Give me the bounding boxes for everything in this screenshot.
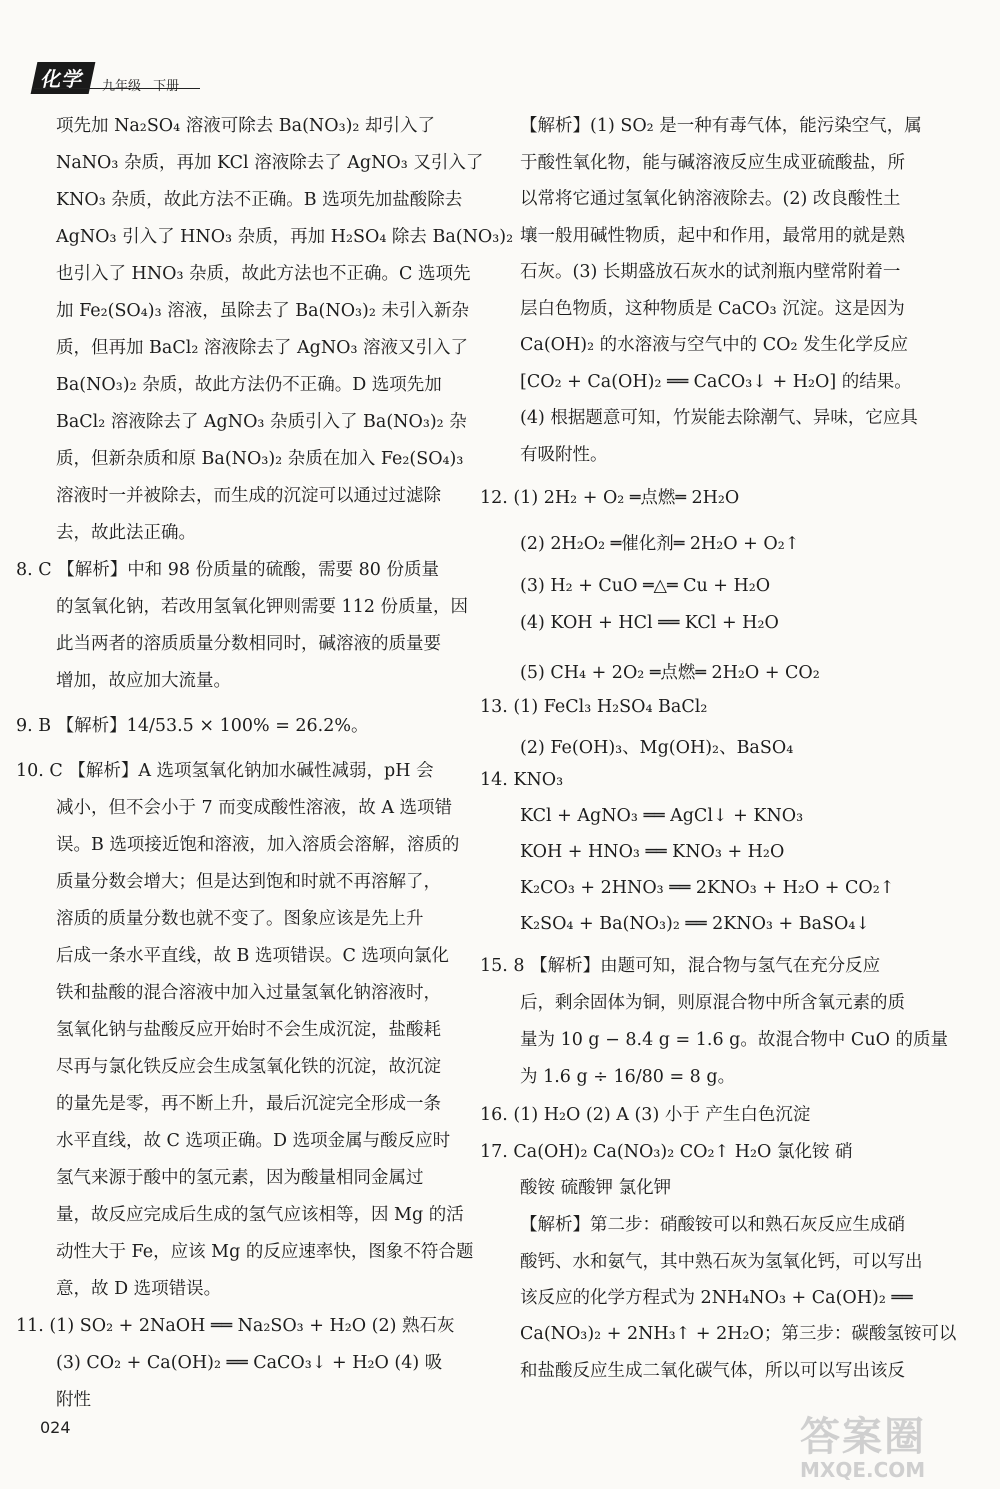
text-line: Ca(OH)₂ 的水溶液与空气中的 CO₂ 发生化学反应 [520,335,909,355]
text-line: 去，故此法正确。 [56,523,196,543]
text-line: 附性 [56,1390,91,1410]
text-line: 有吸附性。 [520,444,608,465]
text-line: 增加，故应加大流量。 [56,671,231,691]
text-line: 氢气来源于酸中的氢元素，因为酸量相同金属过 [56,1168,424,1188]
text-line: 的量先是零，再不断上升，最后沉淀完全形成一条 [56,1094,441,1114]
text-line: (4) KOH + HCl ══ KCl + H₂O [520,613,779,633]
text-line: AgNO₃ 引入了 HNO₃ 杂质，再加 H₂SO₄ 除去 Ba(NO₃)₂ [56,227,514,247]
text-line: 动性大于 Fe，应该 Mg 的反应速率快，图象不符合题 [56,1242,474,1262]
text-line: 的氢氧化钠，若改用氢氧化钾则需要 112 份质量，因 [56,597,469,617]
watermark-text: 答案圈 [800,1414,926,1460]
grade-label: 九年级 下册 [102,79,180,94]
text-line: 酸钙、水和氨气，其中熟石灰为氢氧化钙，可以写出 [520,1252,923,1272]
text-line: 氢氧化钠与盐酸反应开始时不会生成沉淀，盐酸耗 [56,1020,441,1040]
text-line: 9. B 【解析】14/53.5 × 100% = 26.2%。 [16,716,369,736]
text-line: 17. Ca(OH)₂ Ca(NO₃)₂ CO₂↑ H₂O 氯化铵 硝 [480,1142,853,1162]
text-line: 量为 10 g − 8.4 g = 1.6 g。故混合物中 CuO 的质量 [520,1030,948,1050]
text-line: 溶质的质量分数也就不变了。图象应该是先上升 [56,909,424,929]
text-line: (3) H₂ + CuO ═△═ Cu + H₂O [520,576,771,596]
text-line: 层白色物质，这种物质是 CaCO₃ 沉淀。这是因为 [520,298,905,319]
text-line: Ba(NO₃)₂ 杂质，故此方法仍不正确。D 选项先加 [56,375,442,395]
text-line: 加 Fe₂(SO₄)₃ 溶液，虽除去了 Ba(NO₃)₂ 未引入新杂 [56,301,469,321]
text-line: 于酸性氧化物，能与碱溶液反应生成亚硫酸盐，所 [520,152,905,173]
subject-logo: 化学 [31,62,96,94]
text-line: 后，剩余固体为铜，则原混合物中所含氧元素的质 [520,993,905,1013]
text-line: 12. (1) 2H₂ + O₂ ═点燃═ 2H₂O [480,488,740,508]
text-line: 10. C 【解析】A 选项氢氧化钠加水碱性减弱，pH 会 [16,761,434,781]
text-line: 也引入了 HNO₃ 杂质，故此方法也不正确。C 选项先 [56,264,471,284]
page-number: 024 [40,1418,71,1437]
text-line: 质，但再加 BaCl₂ 溶液除去了 AgNO₃ 溶液又引入了 [56,338,469,358]
text-line: 酸铵 硫酸钾 氯化钾 [520,1178,672,1198]
text-line: 【解析】第二步：硝酸铵可以和熟石灰反应生成硝 [520,1215,905,1235]
text-line: [CO₂ + Ca(OH)₂ ══ CaCO₃↓ + H₂O] 的结果。 [520,371,912,392]
watermark-url: MXQE.COM [800,1458,926,1482]
text-line: 溶液时一并被除去，而生成的沉淀可以通过过滤除 [56,486,441,506]
text-line: 意，故 D 选项错误。 [56,1279,222,1299]
text-line: 量，故反应完成后生成的氢气应该相等，因 Mg 的活 [56,1205,464,1225]
text-line: 14. KNO₃ [480,770,564,790]
text-line: (2) Fe(OH)₃、Mg(OH)₂、BaSO₄ [520,738,794,758]
text-line: 误。B 选项接近饱和溶液，加入溶质会溶解，溶质的 [56,835,460,855]
page-header [34,62,179,94]
text-line: (5) CH₄ + 2O₂ ═点燃═ 2H₂O + CO₂ [520,663,820,683]
text-line: 壤一般用碱性物质，起中和作用，最常用的就是熟 [520,225,905,246]
text-line: 15. 8 【解析】由题可知，混合物与氢气在充分反应 [480,956,881,976]
text-line: 减小，但不会小于 7 而变成酸性溶液，故 A 选项错 [56,798,453,818]
text-line: KNO₃ 杂质，故此方法不正确。B 选项先加盐酸除去 [56,190,463,210]
text-line: K₂CO₃ + 2HNO₃ ══ 2KNO₃ + H₂O + CO₂↑ [520,878,895,898]
text-line: 石灰。(3) 长期盛放石灰水的试剂瓶内壁常附着一 [520,262,901,282]
text-line: (3) CO₂ + Ca(OH)₂ ══ CaCO₃↓ + H₂O (4) 吸 [56,1353,443,1373]
watermark [800,1405,970,1482]
text-line: 16. (1) H₂O (2) A (3) 小于 产生白色沉淀 [480,1105,811,1125]
text-line: KOH + HNO₃ ══ KNO₃ + H₂O [520,842,785,862]
text-line: 后成一条水平直线，故 B 选项错误。C 选项向氯化 [56,946,449,966]
header-rule [34,88,200,89]
text-line: 11. (1) SO₂ + 2NaOH ══ Na₂SO₃ + H₂O (2) 熟石灰 [16,1316,455,1336]
text-line: 此当两者的溶质质量分数相同时，碱溶液的质量要 [56,634,441,654]
text-line: 铁和盐酸的混合溶液中加入过量氢氧化钠溶液时， [56,983,441,1003]
text-line: 项先加 Na₂SO₄ 溶液可除去 Ba(NO₃)₂ 却引入了 [56,116,436,136]
text-line: 【解析】(1) SO₂ 是一种有毒气体，能污染空气，属 [520,116,922,136]
text-line: (4) 根据题意可知，竹炭能去除潮气、异味，它应具 [520,408,918,428]
text-line: 为 1.6 g ÷ 16/80 = 8 g。 [520,1067,736,1087]
text-line: BaCl₂ 溶液除去了 AgNO₃ 杂质引入了 Ba(NO₃)₂ 杂 [56,412,467,432]
text-line: KCl + AgNO₃ ══ AgCl↓ + KNO₃ [520,806,804,826]
text-line: K₂SO₄ + Ba(NO₃)₂ ══ 2KNO₃ + BaSO₄↓ [520,914,871,934]
text-line: 该反应的化学方程式为 2NH₄NO₃ + Ca(OH)₂ ══ [520,1288,913,1308]
text-line: 水平直线，故 C 选项正确。D 选项金属与酸反应时 [56,1131,451,1151]
text-line: 尽再与氯化铁反应会生成氢氧化铁的沉淀，故沉淀 [56,1057,441,1077]
text-line: 以常将它通过氢氧化钠溶液除去。(2) 改良酸性土 [520,189,901,209]
text-line: 13. (1) FeCl₃ H₂SO₄ BaCl₂ [480,697,708,717]
text-line: NaNO₃ 杂质，再加 KCl 溶液除去了 AgNO₃ 又引入了 [56,153,484,173]
text-line: 质，但新杂质和原 Ba(NO₃)₂ 杂质在加入 Fe₂(SO₄)₃ [56,449,464,469]
text-line: 和盐酸反应生成二氧化碳气体，所以可以写出该反 [520,1361,905,1381]
text-line: Ca(NO₃)₂ + 2NH₃↑ + 2H₂O；第三步：碳酸氢铵可以 [520,1324,957,1344]
text-line: 8. C 【解析】中和 98 份质量的硫酸，需要 80 份质量 [16,560,439,580]
text-line: 质量分数会增大；但是达到饱和时就不再溶解了， [56,872,441,892]
text-line: (2) 2H₂O₂ ═催化剂═ 2H₂O + O₂↑ [520,534,800,554]
